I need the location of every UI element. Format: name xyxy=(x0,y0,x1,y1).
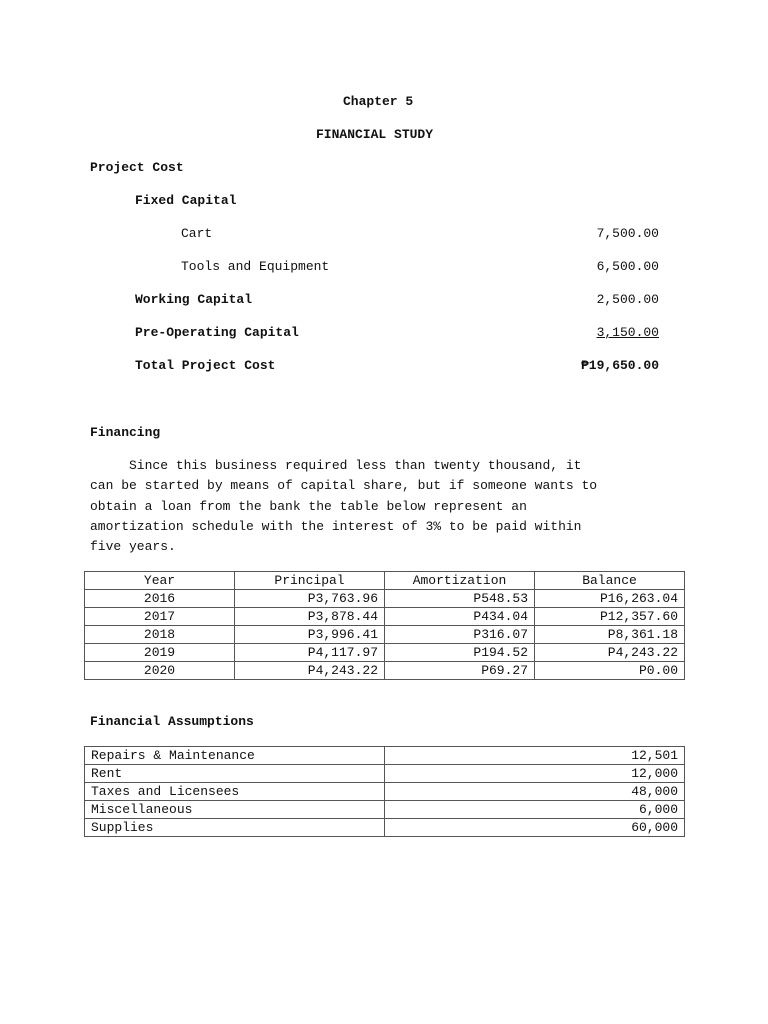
pre-operating-value: 3,150.00 xyxy=(596,325,659,340)
cell-item: Rent xyxy=(85,765,385,783)
fixed-capital-label: Fixed Capital xyxy=(135,193,237,208)
cell-balance: P4,243.22 xyxy=(535,644,685,662)
cell-item: Taxes and Licensees xyxy=(85,783,385,801)
tools-label: Tools and Equipment xyxy=(181,259,330,274)
pre-operating-label: Pre-Operating Capital xyxy=(135,325,299,340)
cell-year: 2017 xyxy=(85,608,235,626)
table-row xyxy=(85,590,685,608)
amortization-header-row xyxy=(85,572,685,590)
cell-amount: 60,000 xyxy=(385,819,685,837)
table-row xyxy=(85,783,685,801)
cell-balance: P8,361.18 xyxy=(535,626,685,644)
col-principal: Principal xyxy=(235,572,385,590)
cell-year: 2019 xyxy=(85,644,235,662)
cell-balance: P12,357.60 xyxy=(535,608,685,626)
cell-amortization: P194.52 xyxy=(385,644,535,662)
cell-principal: P3,878.44 xyxy=(235,608,385,626)
table-row xyxy=(85,801,685,819)
col-balance: Balance xyxy=(535,572,685,590)
cell-year: 2018 xyxy=(85,626,235,644)
tools-value: 6,500.00 xyxy=(596,259,659,274)
cell-amortization: P69.27 xyxy=(385,662,535,680)
amortization-table xyxy=(84,571,685,680)
cell-balance: P16,263.04 xyxy=(535,590,685,608)
table-row xyxy=(85,765,685,783)
table-row xyxy=(85,662,685,680)
cell-year: 2016 xyxy=(85,590,235,608)
cart-label: Cart xyxy=(181,226,213,241)
total-project-cost-label: Total Project Cost xyxy=(135,358,276,373)
cell-principal: P4,243.22 xyxy=(235,662,385,680)
cell-amount: 12,000 xyxy=(385,765,685,783)
financing-paragraph: Since this business required less than twenty thousand, it can be started by means of capital share, but if someone wants to obtain a loan from the bank the table below represent an amortization schedule with the interest of 3% to be paid within five years. xyxy=(90,458,598,555)
cell-item: Supplies xyxy=(85,819,385,837)
cell-balance: P0.00 xyxy=(535,662,685,680)
table-row xyxy=(85,819,685,837)
table-row xyxy=(85,608,685,626)
financial-assumptions-heading: Financial Assumptions xyxy=(90,714,254,729)
cell-year: 2020 xyxy=(85,662,235,680)
cart-value: 7,500.00 xyxy=(596,226,659,241)
chapter-heading: Chapter 5 xyxy=(343,94,414,109)
table-row xyxy=(85,626,685,644)
working-capital-value: 2,500.00 xyxy=(596,292,659,307)
cell-amount: 12,501 xyxy=(385,747,685,765)
cell-item: Miscellaneous xyxy=(85,801,385,819)
table-row xyxy=(85,747,685,765)
cell-principal: P3,763.96 xyxy=(235,590,385,608)
project-cost-heading: Project Cost xyxy=(90,160,184,175)
table-row xyxy=(85,644,685,662)
cell-item: Repairs & Maintenance xyxy=(85,747,385,765)
cell-amount: 48,000 xyxy=(385,783,685,801)
col-amortization: Amortization xyxy=(385,572,535,590)
cell-amount: 6,000 xyxy=(385,801,685,819)
cell-amortization: P434.04 xyxy=(385,608,535,626)
cell-amortization: P548.53 xyxy=(385,590,535,608)
financing-heading: Financing xyxy=(90,425,161,440)
cell-amortization: P316.07 xyxy=(385,626,535,644)
working-capital-label: Working Capital xyxy=(135,292,253,307)
assumptions-table xyxy=(84,746,685,837)
cell-principal: P3,996.41 xyxy=(235,626,385,644)
col-year: Year xyxy=(85,572,235,590)
cell-principal: P4,117.97 xyxy=(235,644,385,662)
page-title: FINANCIAL STUDY xyxy=(316,127,434,142)
total-project-cost-value: ₱19,650.00 xyxy=(580,358,659,373)
